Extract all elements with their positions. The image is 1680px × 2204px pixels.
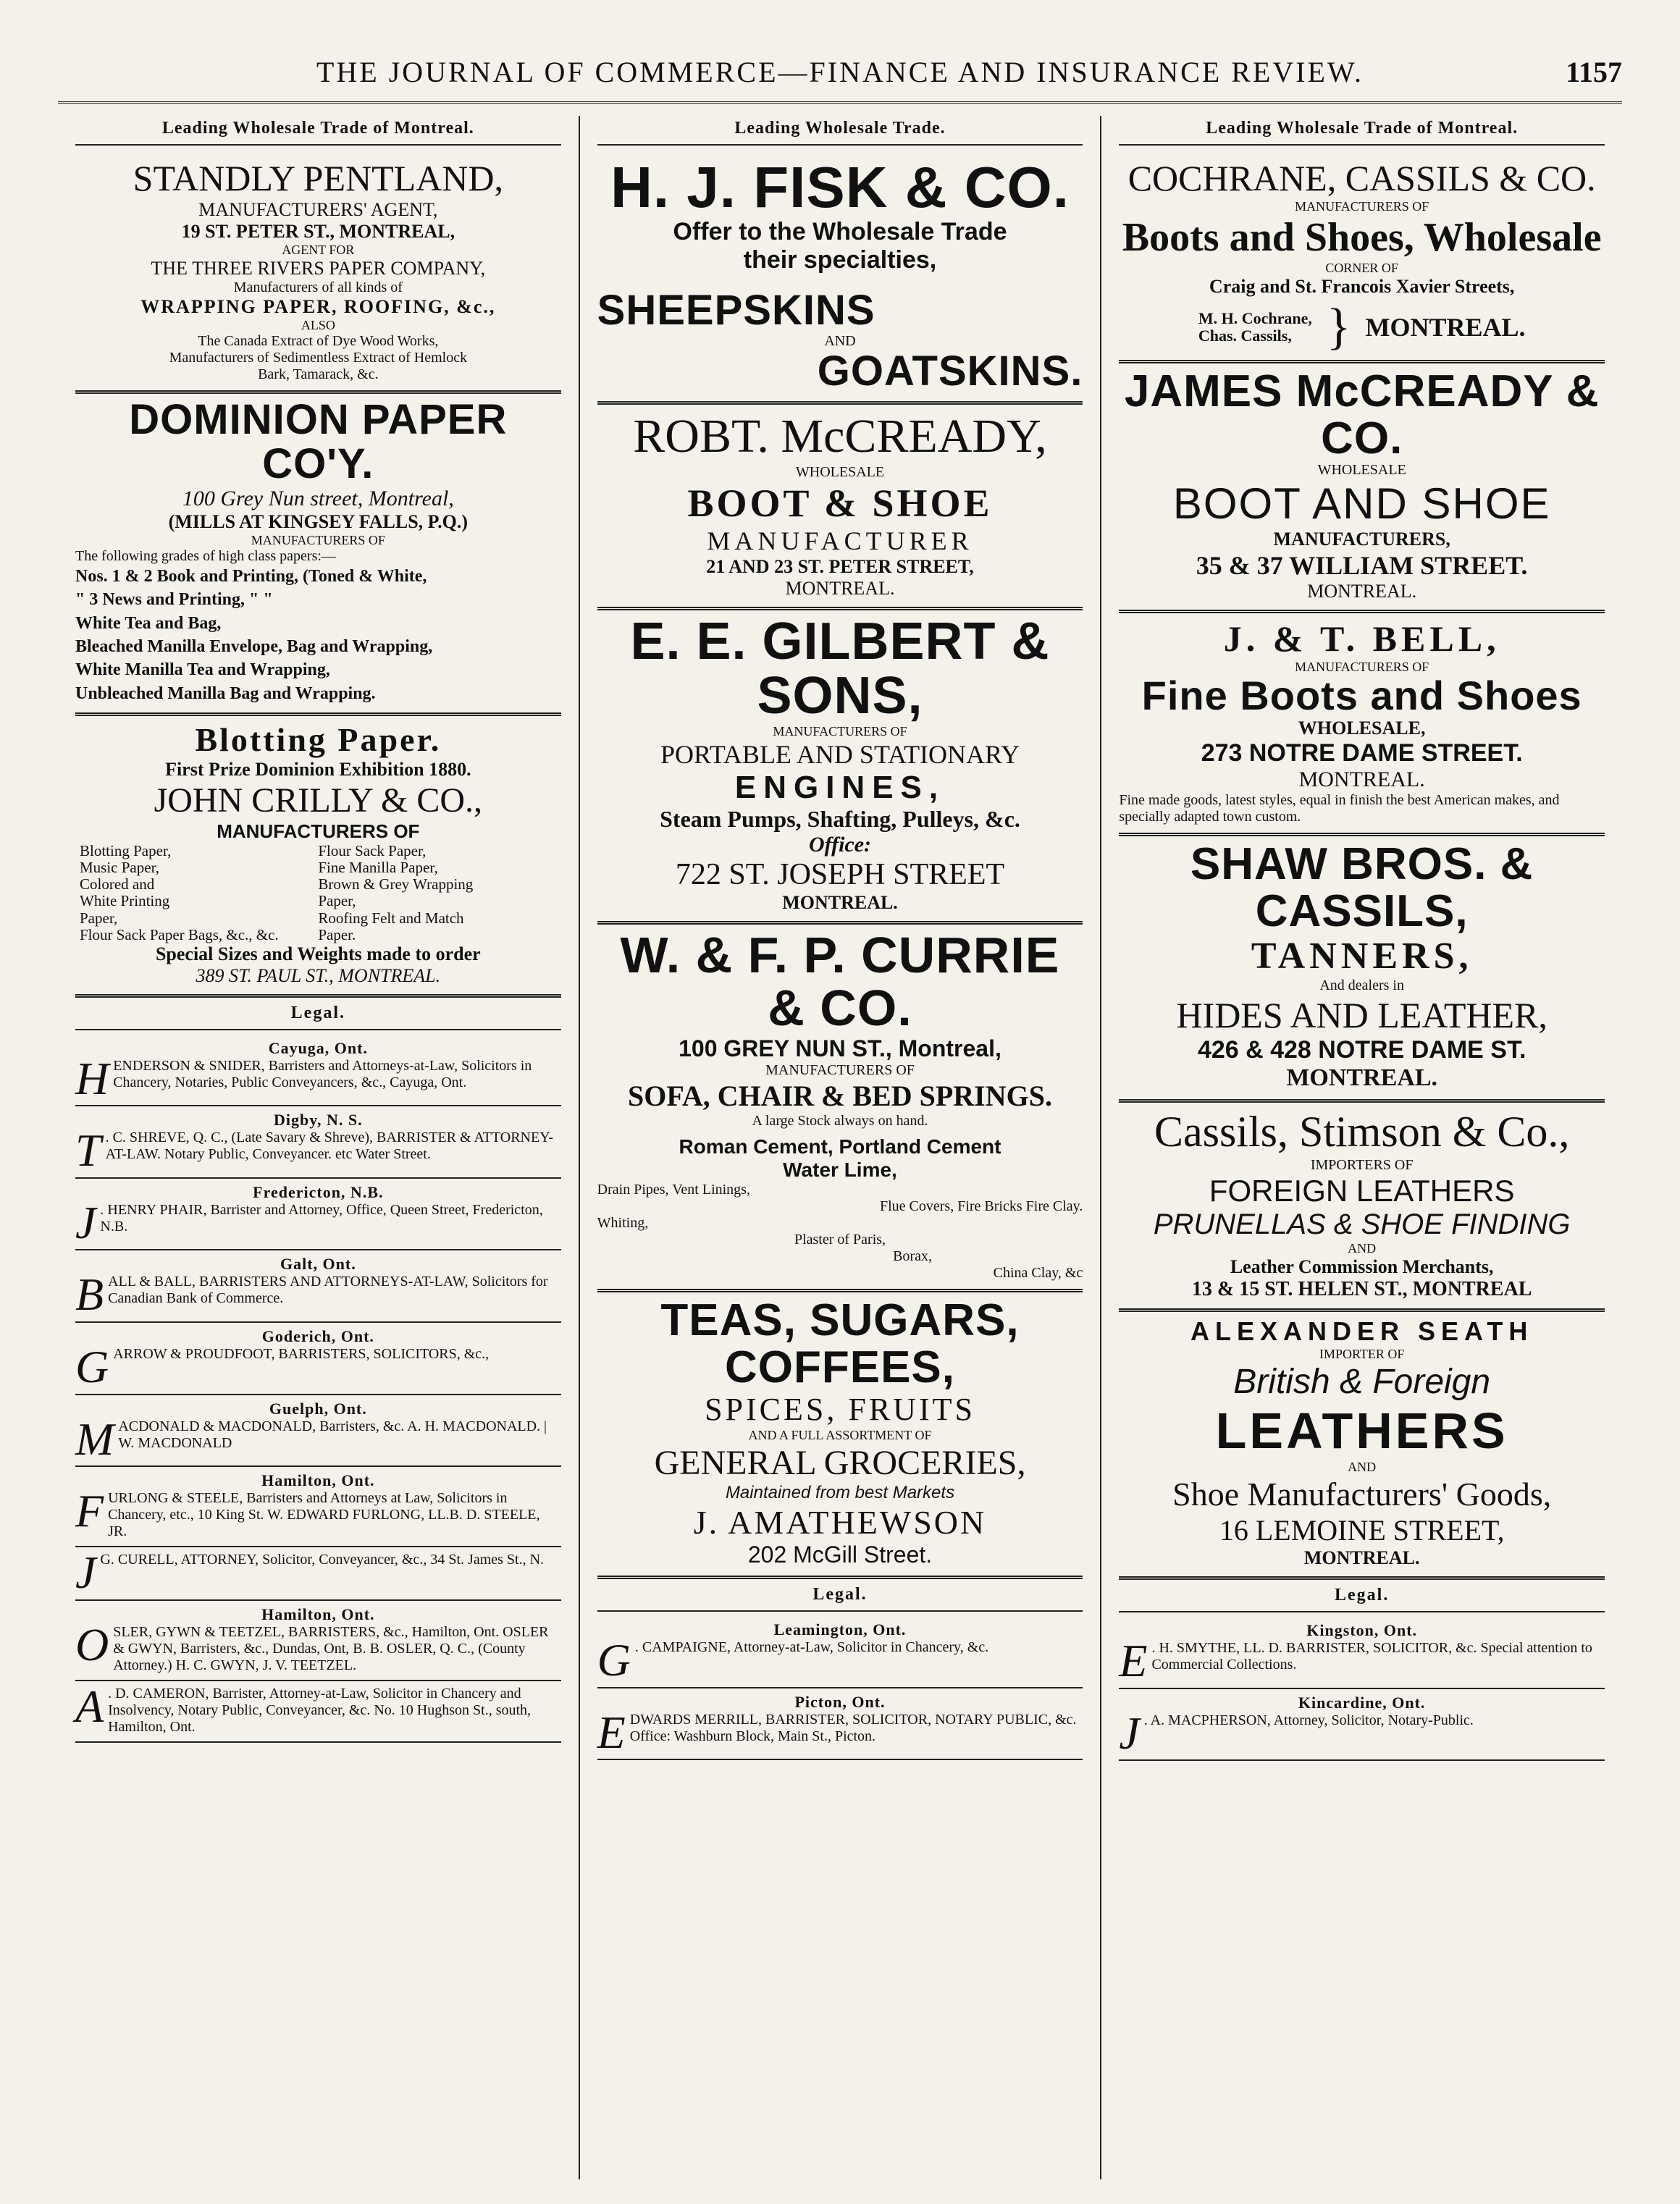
ad-city: MONTREAL. (1303, 1547, 1420, 1569)
list-item: Flour Sack Paper, (318, 842, 427, 860)
drop-initial: B (75, 1269, 104, 1321)
ad-city: MONTREAL. (1286, 1064, 1438, 1092)
lawyer-town: Cayuga, Ont. (268, 1038, 368, 1057)
ad-address: 19 ST. PETER ST., MONTREAL, (181, 221, 455, 242)
ad-company: THE THREE RIVERS PAPER COMPANY, (151, 258, 486, 279)
ad-agent-for: AGENT FOR (282, 243, 355, 257)
lawyer-town: Galt, Ont. (280, 1255, 356, 1274)
ad-text: Roman Cement, Portland Cement (679, 1135, 1001, 1158)
ad-text: PRUNELLAS & SHOE FINDING (1153, 1208, 1571, 1241)
ad-mfr: MANUFACTURERS OF (251, 532, 385, 547)
ad-address: 100 Grey Nun street, Montreal, (182, 486, 454, 510)
ad-text: Maintained from best Markets (725, 1483, 955, 1503)
drop-initial: M (75, 1413, 114, 1465)
paper-list (75, 843, 561, 943)
lawyer-text: . A. MACPHERSON, Attorney, Solicitor, Notary-Public. (1143, 1712, 1474, 1728)
column-3 (1101, 116, 1622, 2179)
ad-product: Fine Boots and Shoes (1141, 673, 1582, 719)
lawyer-text: G. CURELL, ATTORNEY, Solicitor, Conveyancer, &c., 34 St. James St., N. (100, 1552, 545, 1568)
lawyer-town: Hamilton, Ont. (261, 1604, 375, 1623)
grade-item: Nos. 1 & 2 Book and Printing, (Toned & White, (75, 566, 427, 586)
lawyer-text-block (75, 1413, 561, 1465)
ad-text: HIDES AND LEATHER, (1176, 995, 1547, 1036)
lawyer-card (597, 1616, 1083, 1688)
ad-city: MONTREAL. (1298, 767, 1425, 791)
ad-address: 722 ST. JOSEPH STREET (675, 857, 1005, 891)
ad-name: COCHRANE, CASSILS & CO. (1127, 158, 1596, 198)
lawyer-card (75, 1250, 561, 1323)
ad-product: LEATHERS (1215, 1402, 1508, 1460)
ad-text: Water Lime, (783, 1158, 897, 1181)
ad-product: TANNERS, (1251, 935, 1473, 977)
ad-prize: First Prize Dominion Exhibition 1880. (165, 759, 471, 781)
ad-product: SHEEPSKINS (597, 287, 875, 334)
ad-standly-pentland (75, 153, 561, 394)
lawyer-text: URLONG & STEELE, Barristers and Attorneys at Law, Solicitors in Chancery, etc., 10 King St. W. EDWARD FURLONG, LL.B. D. STEELE, JR. (108, 1490, 540, 1540)
lawyer-text: . D. CAMERON, Barrister, Attorney-at-Law, Solicitor in Chancery and Insolvency, Notary Public, Conveyancer, &c. No. 10 Hughson St., south, Hamilton, Ont. (108, 1685, 532, 1735)
ad-name: STANDLY PENTLAND, (133, 158, 503, 198)
ad-product: ENGINES, (734, 769, 946, 805)
ad-name: Cassils, Stimson & Co., (1154, 1108, 1570, 1156)
drop-initial: J (75, 1196, 96, 1248)
legal-list (75, 1035, 561, 1743)
list-item: White Printing (80, 892, 170, 910)
ad-mfr: MANUFACTURERS OF (1295, 199, 1429, 214)
ad-city: MONTREAL. (785, 577, 895, 599)
column-2 (580, 116, 1102, 2179)
drop-initial: J (1119, 1707, 1140, 1759)
grade-item: " 3 News and Printing, " " (75, 590, 273, 610)
legal-heading: Legal. (1119, 1580, 1605, 1612)
lawyer-town: Kingston, Ont. (1306, 1621, 1418, 1640)
ad-address: 100 GREY NUN ST., Montreal, (679, 1035, 1001, 1061)
lawyer-text: ENDERSON & SNIDER, Barristers and Attorneys-at-Law, Solicitors in Chancery, Notaries, Public Conveyancers, &c., Cayuga, Ont. (113, 1057, 532, 1090)
ad-address: 426 & 428 NOTRE DAME ST. (1197, 1036, 1526, 1064)
lawyer-text-block (75, 1618, 561, 1674)
ad-text: British & Foreign (1233, 1363, 1491, 1402)
list-item: Blotting Paper, (80, 842, 172, 860)
lawyer-text: . H. SMYTHE, LL. D. BARRISTER, SOLICITOR, &c. Special attention to Commercial Collections. (1151, 1640, 1592, 1673)
lawyer-card (597, 1688, 1083, 1761)
drop-initial: G (75, 1341, 109, 1393)
ad-text: Steam Pumps, Shafting, Pulleys, &c. (660, 805, 1020, 832)
drop-initial: F (75, 1485, 104, 1537)
list-item: Brown & Grey Wrapping (318, 875, 474, 893)
ad-address: 16 LEMOINE STREET, (1219, 1514, 1505, 1547)
ad-text: SPICES, FRUITS (705, 1392, 975, 1428)
lawyer-text: . CAMPAIGNE, Attorney-at-Law, Solicitor in Chancery, &c. (634, 1639, 989, 1656)
drop-initial: O (75, 1618, 109, 1670)
lawyer-text-block (75, 1269, 561, 1321)
lawyer-card (75, 1467, 561, 1547)
partner-name: Chas. Cassils, (1198, 327, 1292, 345)
list-item: Paper. (318, 925, 356, 943)
ad-gilbert (597, 610, 1083, 925)
ad-mills: (MILLS AT KINGSEY FALLS, P.Q.) (168, 510, 469, 532)
partner-name: M. H. Cochrane, (1198, 308, 1312, 327)
lawyer-text: SLER, GYWN & TEETZEL, BARRISTERS, &c., Hamilton, Ont. OSLER & GWYN, Barristers, &c., Dundas, Ont, B. B. OSLER, Q. C., (County Attorney.) H. C. GWYN, J. V. TEETZEL. (113, 1623, 549, 1673)
ad-office: Office: (808, 832, 872, 857)
list-item: Flour Sack Paper Bags, &c., &c. (80, 925, 279, 943)
journal-title: THE JOURNAL OF COMMERCE—FINANCE AND INSURANCE REVIEW. (316, 56, 1364, 88)
lawyer-town: Kincardine, Ont. (1298, 1693, 1426, 1712)
ad-name: TEAS, SUGARS, COFFEES, (660, 1295, 1020, 1393)
ad-city: MONTREAL. (1307, 581, 1417, 602)
lawyer-town: Hamilton, Ont. (261, 1471, 375, 1490)
journal-page (58, 51, 1622, 2179)
ad-alexander-seath (1119, 1312, 1605, 1580)
ad-shaw-bros (1119, 836, 1605, 1103)
legal-list (597, 1616, 1083, 1760)
lawyer-text: ARROW & PROUDFOOT, BARRISTERS, SOLICITORS, &c., (113, 1346, 490, 1363)
ad-address: Craig and St. Francois Xavier Streets, (1209, 276, 1515, 297)
list-item: Fine Manilla Paper, (318, 859, 438, 877)
ad-text: GENERAL GROCERIES, (654, 1444, 1026, 1483)
ad-cassils-stimson (1119, 1103, 1605, 1312)
ad-special: Special Sizes and Weights made to order (155, 943, 481, 964)
ad-john-crilly (75, 716, 561, 998)
ad-text: IMPORTER OF (1319, 1347, 1405, 1362)
ad-proprietor: J. AMATHEWSON (693, 1504, 987, 1541)
lawyer-town: Fredericton, N.B. (253, 1182, 384, 1201)
ad-robt-mccready (597, 405, 1083, 610)
ad-role: MANUFACTURERS' AGENT, (198, 199, 438, 220)
legal-list (1119, 1617, 1605, 1761)
lawyer-card (75, 1323, 561, 1395)
legal-heading: Legal. (597, 1579, 1083, 1612)
ad-mfr: MANUFACTURERS OF (1295, 660, 1429, 675)
ad-wholesale: WHOLESALE, (1298, 717, 1426, 739)
lawyer-text: . C. SHREVE, Q. C., (Late Savary & Shreve), BARRISTER & ATTORNEY-AT-LAW. Notary Public, Conveyancer. etc Water Street. (105, 1130, 554, 1163)
lawyer-card (75, 1601, 561, 1681)
column-heading: Leading Wholesale Trade. (597, 116, 1083, 146)
ad-address: 202 McGill Street. (747, 1541, 933, 1568)
ad-address: 273 NOTRE DAME STREET. (1201, 739, 1523, 767)
lawyer-text-block (597, 1634, 1083, 1686)
lawyer-town: Digby, N. S. (274, 1111, 363, 1130)
ad-product: GOATSKINS. (817, 347, 1083, 395)
lawyer-card (75, 1035, 561, 1107)
lawyer-text-block (75, 1341, 561, 1393)
ad-mfr: Manufacturers of all kinds of (233, 279, 403, 295)
drop-initial: A (75, 1680, 104, 1732)
paper-grades (75, 565, 561, 705)
lawyer-card (75, 1106, 561, 1179)
ad-text: And dealers in (1319, 977, 1404, 994)
ad-name: W. & F. P. CURRIE & CO. (620, 926, 1060, 1037)
ad-name: DOMINION PAPER CO'Y. (129, 396, 508, 487)
ad-name: ROBT. McCREADY, (633, 409, 1047, 463)
lawyer-text-block (75, 1680, 561, 1736)
ad-name: JAMES McCREADY & CO. (1124, 366, 1600, 464)
grade-item: Unbleached Manilla Bag and Wrapping. (75, 684, 376, 703)
partner-names (1198, 310, 1312, 345)
lawyer-town: Picton, Ont. (794, 1692, 886, 1711)
ad-heading: Blotting Paper. (195, 721, 442, 759)
lawyer-text-block (75, 1485, 561, 1540)
drop-initial: E (597, 1706, 626, 1758)
list-item: Music Paper, (80, 859, 159, 877)
page-number: 1157 (1566, 56, 1622, 88)
lawyer-card (1119, 1617, 1605, 1689)
ad-mfr: MANUFACTURERS OF (765, 1061, 915, 1078)
ad-and: AND (1348, 1460, 1377, 1475)
ad-stock: A large Stock always on hand. (752, 1112, 928, 1129)
ad-jt-bell (1119, 613, 1605, 836)
list-item: Paper, (80, 909, 118, 927)
column-heading: Leading Wholesale Trade of Montreal. (75, 116, 561, 146)
lawyer-text-block (75, 1547, 561, 1599)
ad-dominion-paper (75, 394, 561, 716)
lawyer-town: Guelph, Ont. (269, 1399, 367, 1418)
grade-item: White Manilla Tea and Wrapping, (75, 660, 330, 680)
grade-item: Bleached Manilla Envelope, Bag and Wrapping, (75, 636, 433, 656)
ad-name: ALEXANDER SEATH (1190, 1316, 1534, 1347)
ad-text: IMPORTERS OF (1310, 1157, 1414, 1174)
ad-name: JOHN CRILLY & CO., (154, 781, 483, 820)
list-item: Roofing Felt and Match (318, 909, 464, 927)
drop-initial: E (1119, 1635, 1148, 1687)
list-item: Paper, (318, 892, 356, 910)
ad-text: Manufacturers of Sedimentless Extract of Hemlock (169, 350, 468, 366)
lawyer-text-block (1119, 1635, 1605, 1687)
drop-initial: G (597, 1634, 631, 1686)
lawyer-text-block (75, 1124, 561, 1177)
lawyer-town: Leamington, Ont. (773, 1620, 907, 1639)
ad-address: 35 & 37 WILLIAM STREET. (1196, 551, 1528, 581)
ad-text: The following grades of high class papers:— (75, 547, 336, 564)
ad-text: China Clay, &c (993, 1264, 1083, 1281)
ad-mfr: MANUFACTURERS OF (773, 723, 907, 739)
ad-text: Whiting, (597, 1214, 649, 1231)
ad-wholesale: WHOLESALE (795, 463, 885, 480)
brace-glyph: } (1326, 299, 1351, 355)
ad-text: Drain Pipes, Vent Linings, (597, 1181, 750, 1198)
ad-text: Bark, Tamarack, &c. (258, 366, 379, 382)
ad-and: AND (1348, 1241, 1377, 1256)
lawyer-card (75, 1547, 561, 1601)
ad-product: BOOT & SHOE (687, 481, 993, 525)
drop-initial: J (75, 1547, 96, 1599)
ad-name: E. E. GILBERT & SONS, (630, 612, 1050, 725)
lawyer-text-block (75, 1052, 561, 1104)
ad-text: The Canada Extract of Dye Wood Works, (198, 333, 439, 349)
lawyer-card (1119, 1689, 1605, 1762)
ad-cochrane-cassils (1119, 153, 1605, 363)
lawyer-card (75, 1395, 561, 1468)
lawyer-town: Goderich, Ont. (261, 1327, 374, 1346)
ad-amathewson (597, 1292, 1083, 1579)
ad-address: 21 AND 23 ST. PETER STREET, (706, 555, 974, 577)
ad-mfr: MANUFACTURERS, (1273, 529, 1450, 550)
ad-name: H. J. FISK & CO. (610, 155, 1070, 219)
ad-text: AND A FULL ASSORTMENT OF (748, 1428, 932, 1443)
lawyer-text-block (597, 1706, 1083, 1758)
drop-initial: T (75, 1124, 101, 1177)
ad-role: MANUFACTURER (707, 526, 973, 555)
ad-also: ALSO (301, 318, 335, 332)
column-1 (58, 116, 580, 2179)
ad-text: FOREIGN LEATHERS (1209, 1174, 1515, 1208)
partners-brace (1119, 299, 1605, 355)
lawyer-text-block (1119, 1707, 1605, 1759)
ad-product: SOFA, CHAIR & BED SPRINGS. (628, 1079, 1052, 1112)
ad-mfr: MANUFACTURERS OF (217, 820, 420, 843)
lawyer-text: ACDONALD & MACDONALD, Barristers, &c. A. H. MACDONALD. | W. MACDONALD (118, 1418, 547, 1451)
list-item: Colored and (80, 875, 155, 893)
ad-currie (597, 925, 1083, 1292)
ad-text: their specialties, (743, 246, 937, 274)
ad-address: 389 ST. PAUL ST., MONTREAL. (196, 964, 441, 986)
ad-james-mccready (1119, 363, 1605, 613)
ad-city: MONTREAL. (782, 891, 898, 913)
ad-text: Offer to the Wholesale Trade (673, 218, 1007, 245)
ad-name: SHAW BROS. & CASSILS, (1190, 838, 1534, 937)
column-heading: Leading Wholesale Trade of Montreal. (1119, 116, 1605, 146)
ad-text: Shoe Manufacturers' Goods, (1172, 1476, 1552, 1513)
ad-text: PORTABLE AND STATIONARY (660, 739, 1020, 769)
ad-and: AND (824, 332, 856, 349)
lawyer-card (75, 1681, 561, 1743)
legal-heading: Legal. (75, 998, 561, 1030)
ad-text: Borax, (893, 1248, 932, 1264)
lawyer-text: ALL & BALL, BARRISTERS AND ATTORNEYS-AT-LAW, Solicitors for Canadian Bank of Commerce. (108, 1274, 548, 1307)
ad-corner: CORNER OF (1325, 261, 1398, 275)
ad-name: J. & T. BELL, (1223, 618, 1500, 660)
lawyer-text-block (75, 1196, 561, 1248)
ad-wholesale: WHOLESALE (1317, 462, 1406, 479)
ad-product: Boots and Shoes, Wholesale (1122, 215, 1602, 260)
ad-city: MONTREAL. (1365, 313, 1526, 342)
lawyer-text: DWARDS MERRILL, BARRISTER, SOLICITOR, NOTARY PUBLIC, &c. Office: Washburn Block, Main St., Picton. (629, 1711, 1077, 1744)
ad-text: Flue Covers, Fire Bricks Fire Clay. (880, 1198, 1083, 1214)
lawyer-text: . HENRY PHAIR, Barrister and Attorney, Office, Queen Street, Fredericton, N.B. (100, 1201, 543, 1235)
ad-fisk (597, 153, 1083, 405)
page-header (58, 51, 1622, 104)
grade-item: White Tea and Bag, (75, 613, 222, 633)
ad-text: Plaster of Paris, (794, 1231, 886, 1248)
drop-initial: H (75, 1052, 109, 1104)
ad-note: Fine made goods, latest styles, equal in finish the best American makes, and specially adapted town custom. (1119, 791, 1560, 825)
ad-product: BOOT AND SHOE (1172, 479, 1551, 529)
ad-text: Leather Commission Merchants, (1230, 1256, 1494, 1278)
ad-address: 13 & 15 ST. HELEN ST., MONTREAL (1191, 1278, 1532, 1301)
ad-products: WRAPPING PAPER, ROOFING, &c., (140, 296, 496, 317)
lawyer-card (75, 1179, 561, 1251)
